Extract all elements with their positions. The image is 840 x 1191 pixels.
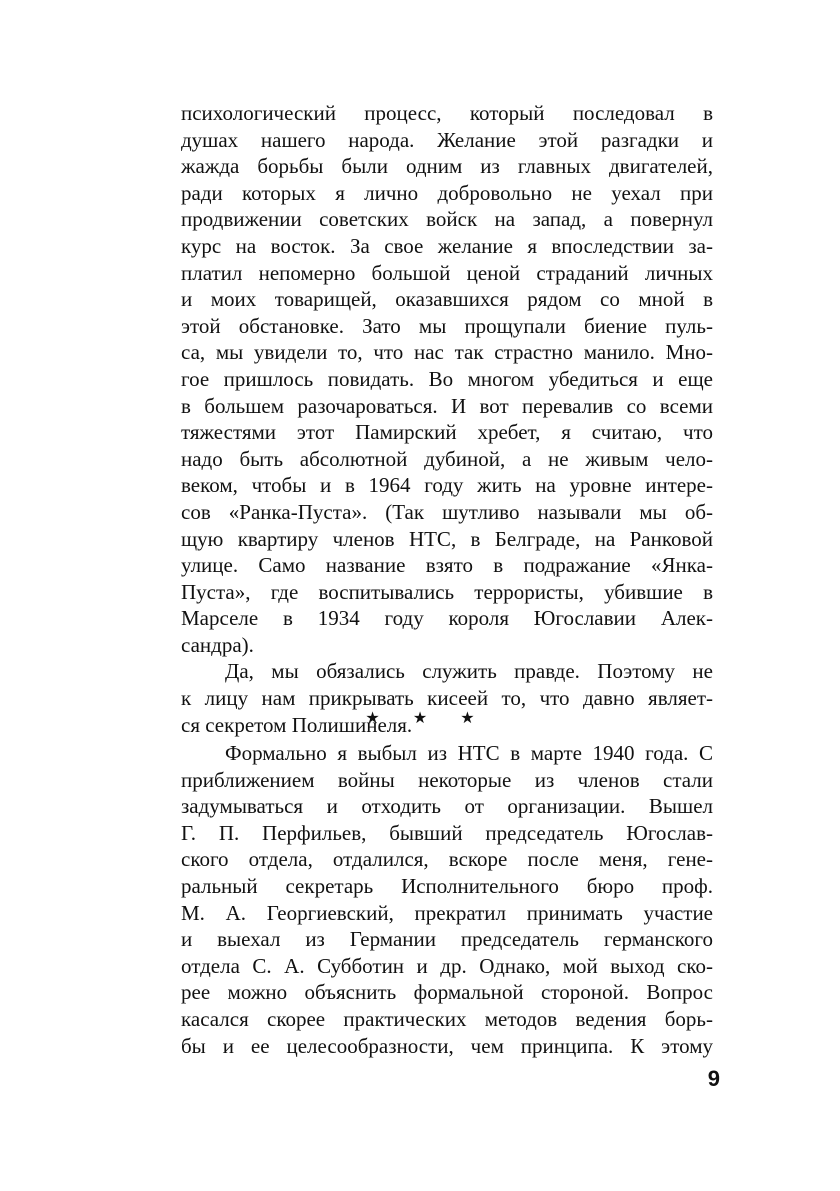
text-line: Пуста», где воспитывались террористы, убившие в: [181, 579, 713, 604]
text-line: гое пришлось повидать. Во многом убедиться и еще: [181, 366, 713, 391]
text-line: Формально я выбыл из НТС в марте 1940 года. С: [225, 741, 713, 765]
text-line: рее можно объяснить формальной стороной. Вопрос: [181, 980, 713, 1005]
lower-text-block: [181, 740, 713, 1059]
page-number: 9: [707, 1066, 720, 1091]
text-line: и моих товарищей, оказавшихся рядом со мной в: [181, 287, 713, 312]
text-line: приближением войны некоторые из членов стали: [181, 767, 713, 792]
text-line: в большем разочароваться. И вот перевалив со всеми: [181, 393, 713, 418]
text-line: надо быть абсолютной дубиной, а не живым чело-: [181, 446, 713, 471]
text-line: касался скорее практических методов ведения борь-: [181, 1006, 713, 1031]
text-line: курс на восток. За свое желание я впоследствии за-: [181, 233, 713, 258]
text-line: продвижении советских войск на запад, а повернул: [181, 207, 713, 232]
text-line: сандра).: [181, 632, 254, 657]
text-line: психологический процесс, который последовал в: [181, 101, 713, 125]
text-line: ральный секретарь Исполнительного бюро проф.: [181, 873, 713, 898]
text-line: жажда борьбы были одним из главных двигателей,: [181, 154, 713, 179]
text-line: платил непомерно большой ценой страданий личных: [181, 260, 713, 285]
text-line: отдела С. А. Субботин и др. Однако, мой выход ско-: [181, 953, 713, 978]
text-line: М. А. Георгиевский, прекратил принимать участие: [181, 900, 713, 925]
text-line: душах нашего народа. Желание этой разгадки и: [181, 127, 713, 152]
text-line: бы и ее целесообразности, чем принципа. К этому: [181, 1033, 713, 1058]
upper-text-block: [181, 100, 713, 738]
text-line: к лицу нам прикрывать кисеей то, что давно являет-: [181, 686, 713, 711]
text-line: Марселе в 1934 году короля Югославии Алек-: [181, 606, 713, 631]
text-line: са, мы увидели то, что нас так страстно манило. Мно-: [181, 340, 713, 365]
text-line: этой обстановке. Зато мы прощупали биение пуль-: [181, 313, 713, 338]
section-separator: ★ ★ ★: [365, 708, 489, 727]
text-line: ского отдела, отдалился, вскоре после меня, гене-: [181, 847, 713, 872]
text-line: и выехал из Германии председатель германского: [181, 927, 713, 952]
text-line: Да, мы обязались служить правде. Поэтому не: [225, 659, 713, 684]
text-line: Г. П. Перфильев, бывший председатель Югослав-: [181, 820, 713, 845]
text-line: ся секретом Полишинеля.: [181, 712, 413, 737]
text-line: веком, чтобы и в 1964 году жить на уровне интере-: [181, 473, 713, 498]
text-line: щую квартиру членов НТС, в Белграде, на Ранковой: [181, 526, 713, 551]
text-line: ради которых я лично добровольно не уехал при: [181, 180, 713, 205]
text-line: сов «Ранка-Пуста». (Так шутливо называли мы об-: [181, 499, 713, 524]
text-line: задумываться и отходить от организации. Вышел: [181, 794, 713, 819]
text-line: улице. Само название взято в подражание «Янка-: [181, 553, 713, 578]
text-line: тяжестями этот Памирский хребет, я считаю, что: [181, 420, 713, 445]
